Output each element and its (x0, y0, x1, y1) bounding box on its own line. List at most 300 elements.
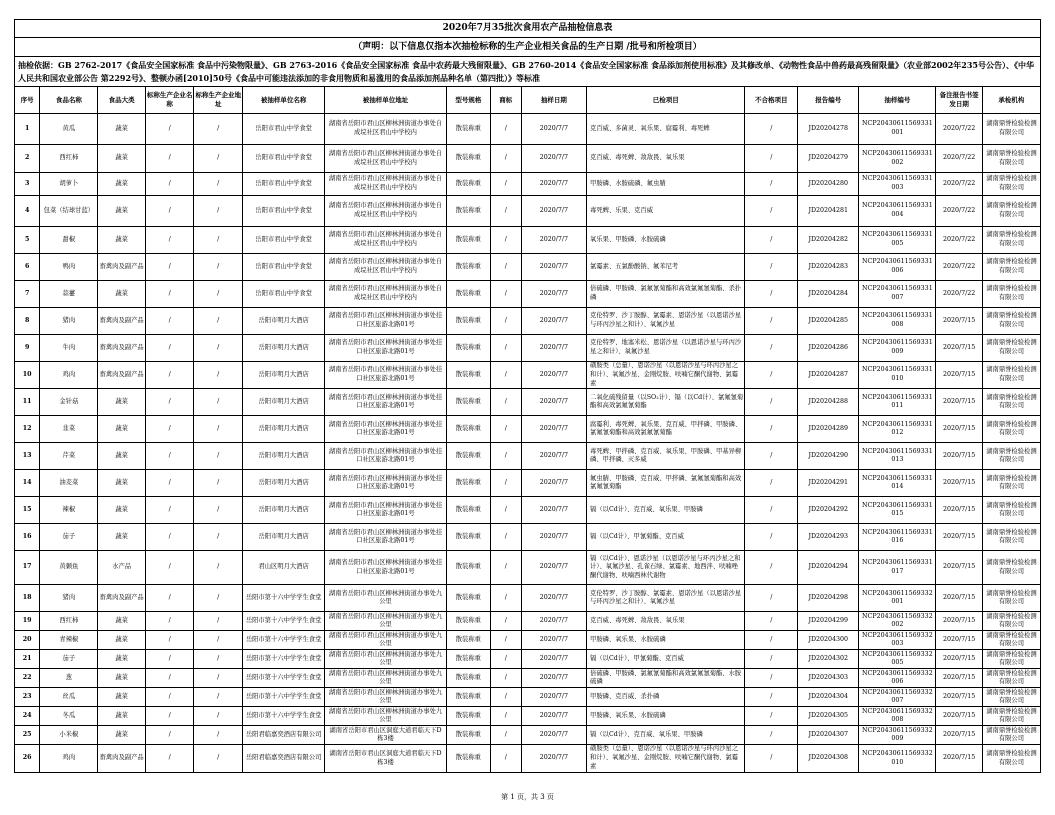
inspection-basis: 抽检依据：GB 2762-2017《食品安全国家标准 食品中污染物限量》、GB 2763-2016《食品安全国家标准 食品中农药最大残留限量》、GB 2760-2014《食品安全国家标准 食品添加剂使用标准》及其修改单、《动物性食品中兽药最高残留限量》（农业部2002年235号公告）、《中华人民共和国农业部公告 第2292号》、整顿办函[2010]50号《食品中可能违法添加的非食用物质和易滥用的食品添加剂品种名单（第四批）》等标准 (14, 56, 1041, 86)
sampling-date: 2020/7/7 (521, 524, 586, 551)
testing-agency: 湖南鼎誉检验检测有限公司 (982, 362, 1040, 389)
spec: 散装称重 (446, 650, 490, 669)
issue-date: 2020/7/15 (936, 443, 982, 470)
tested-items: 氧乐果、甲胺磷、水胺硫磷 (587, 227, 745, 254)
tested-items: 甲胺磷、克百威、杀扑磷 (587, 688, 745, 707)
spec: 散装称重 (446, 524, 490, 551)
table-row (15, 196, 1041, 227)
report-number: JD20204299 (798, 612, 859, 631)
manufacturer-address: / (194, 745, 243, 772)
food-name: 黄瓜 (40, 114, 98, 145)
trademark: / (491, 416, 522, 443)
table-row (15, 443, 1041, 470)
issue-date: 2020/7/15 (936, 335, 982, 362)
sampled-unit-address: 湖南省岳阳市君山区柳林洲街道办事处自成垸社区君山中学校内 (325, 254, 446, 281)
sampled-unit-name: 岳阳市君山中学食堂 (242, 254, 324, 281)
sampled-unit-address: 湖南省岳阳市君山区柳林洲街道办事处九公里 (325, 631, 446, 650)
manufacturer-address: / (194, 114, 243, 145)
food-name: 猪肉 (40, 308, 98, 335)
manufacturer-name: / (145, 669, 194, 688)
sampling-date: 2020/7/7 (521, 443, 586, 470)
food-name: 青辣椒 (40, 631, 98, 650)
sampling-date: 2020/7/7 (521, 585, 586, 612)
table-row (15, 745, 1041, 772)
inspection-table (14, 86, 1041, 773)
food-category: 蔬菜 (98, 726, 146, 745)
table-row (15, 669, 1041, 688)
sampled-unit-name: 岳阳市明月大酒店 (242, 335, 324, 362)
manufacturer-address: / (194, 650, 243, 669)
sampling-date: 2020/7/7 (521, 707, 586, 726)
report-number: JD20204281 (798, 196, 859, 227)
row-number: 1 (15, 114, 40, 145)
failed-items: / (745, 524, 798, 551)
food-name: 鸡肉 (40, 362, 98, 389)
column-header: 已检项目 (587, 87, 745, 114)
manufacturer-address: / (194, 707, 243, 726)
sample-number: NCP20430611569331017 (859, 551, 936, 585)
report-number: JD20204291 (798, 470, 859, 497)
tested-items: 克伦特罗、沙丁胺醇、氯霉素、恩诺沙星（以恩诺沙星与环丙沙星之和计）、氧氟沙星 (587, 585, 745, 612)
sampled-unit-address: 湖南省岳阳市君山区柳林洲街道办事处挂口社区旅游北路01号 (325, 524, 446, 551)
row-number: 11 (15, 389, 40, 416)
tested-items: 倍硫磷、甲胺磷、氯氟氰菊酯和高效氯氟氰菊酯、水胺硫磷 (587, 669, 745, 688)
failed-items: / (745, 551, 798, 585)
table-row (15, 145, 1041, 173)
testing-agency: 湖南鼎誉检验检测有限公司 (982, 173, 1040, 196)
table-row (15, 650, 1041, 669)
issue-date: 2020/7/15 (936, 688, 982, 707)
sample-number: NCP20430611569332007 (859, 688, 936, 707)
sampled-unit-address: 湖南省岳阳市君山区柳林洲街道办事处九公里 (325, 688, 446, 707)
food-name: 茄子 (40, 650, 98, 669)
spec: 散装称重 (446, 389, 490, 416)
trademark: / (491, 726, 522, 745)
spec: 散装称重 (446, 497, 490, 524)
table-row (15, 335, 1041, 362)
row-number: 12 (15, 416, 40, 443)
report-number: JD20204280 (798, 173, 859, 196)
issue-date: 2020/7/15 (936, 745, 982, 772)
report-number: JD20204279 (798, 145, 859, 173)
sampled-unit-name: 岳阳市第十六中学学生食堂 (242, 707, 324, 726)
spec: 散装称重 (446, 196, 490, 227)
column-header: 备注报告书签发日期 (936, 87, 982, 114)
sampling-date: 2020/7/7 (521, 416, 586, 443)
table-row (15, 688, 1041, 707)
manufacturer-name: / (145, 173, 194, 196)
report-number: JD20204286 (798, 335, 859, 362)
trademark: / (491, 227, 522, 254)
spec: 散装称重 (446, 726, 490, 745)
food-category: 蔬菜 (98, 688, 146, 707)
manufacturer-name: / (145, 389, 194, 416)
testing-agency: 湖南鼎誉检验检测有限公司 (982, 114, 1040, 145)
manufacturer-address: / (194, 585, 243, 612)
food-name: 甜椒 (40, 227, 98, 254)
manufacturer-address: / (194, 389, 243, 416)
trademark: / (491, 308, 522, 335)
testing-agency: 湖南鼎誉检验检测有限公司 (982, 389, 1040, 416)
tested-items: 克百威、毒死蜱、敌敌畏、氧乐果 (587, 612, 745, 631)
manufacturer-name: / (145, 650, 194, 669)
manufacturer-address: / (194, 669, 243, 688)
row-number: 7 (15, 281, 40, 308)
manufacturer-address: / (194, 362, 243, 389)
food-name: 金针菇 (40, 389, 98, 416)
failed-items: / (745, 612, 798, 631)
spec: 散装称重 (446, 707, 490, 726)
spec: 散装称重 (446, 281, 490, 308)
failed-items: / (745, 585, 798, 612)
row-number: 14 (15, 470, 40, 497)
sampling-date: 2020/7/7 (521, 726, 586, 745)
manufacturer-name: / (145, 281, 194, 308)
trademark: / (491, 145, 522, 173)
food-category: 蔬菜 (98, 114, 146, 145)
food-category: 蔬菜 (98, 612, 146, 631)
row-number: 26 (15, 745, 40, 772)
tested-items: 毒死蜱、乐果、克百威 (587, 196, 745, 227)
inspection-sheet (14, 19, 1041, 773)
tested-items: 镉（以Cd计）、克百威、氧乐果、甲胺磷 (587, 497, 745, 524)
spec: 散装称重 (446, 335, 490, 362)
testing-agency: 湖南鼎誉检验检测有限公司 (982, 227, 1040, 254)
food-name: 胡萝卜 (40, 173, 98, 196)
testing-agency: 湖南鼎誉检验检测有限公司 (982, 688, 1040, 707)
sampled-unit-address: 湖南省岳阳市君山区柳林洲街道办事处挂口社区旅游北路01号 (325, 362, 446, 389)
issue-date: 2020/7/22 (936, 254, 982, 281)
table-row (15, 308, 1041, 335)
issue-date: 2020/7/15 (936, 389, 982, 416)
trademark: / (491, 173, 522, 196)
food-category: 蔬菜 (98, 173, 146, 196)
food-category: 蔬菜 (98, 707, 146, 726)
trademark: / (491, 669, 522, 688)
failed-items: / (745, 650, 798, 669)
trademark: / (491, 650, 522, 669)
table-row (15, 173, 1041, 196)
food-name: 蒜薹 (40, 281, 98, 308)
table-row (15, 389, 1041, 416)
tested-items: 克百威、毒死蜱、敌敌畏、氧乐果 (587, 145, 745, 173)
sample-number: NCP20430611569331015 (859, 497, 936, 524)
sampled-unit-name: 岳阳市第十六中学学生食堂 (242, 612, 324, 631)
table-row (15, 631, 1041, 650)
food-name: 黄颡鱼 (40, 551, 98, 585)
manufacturer-name: / (145, 745, 194, 772)
failed-items: / (745, 416, 798, 443)
row-number: 2 (15, 145, 40, 173)
sampling-date: 2020/7/7 (521, 745, 586, 772)
sample-number: NCP20430611569331010 (859, 362, 936, 389)
report-number: JD20204284 (798, 281, 859, 308)
tested-items: 镉（以Cd计）、克百威、氧乐果、甲胺磷 (587, 726, 745, 745)
sampled-unit-name: 岳阳市第十六中学学生食堂 (242, 650, 324, 669)
report-number: JD20204298 (798, 585, 859, 612)
testing-agency: 湖南鼎誉检验检测有限公司 (982, 335, 1040, 362)
manufacturer-name: / (145, 631, 194, 650)
spec: 散装称重 (446, 114, 490, 145)
report-number: JD20204289 (798, 416, 859, 443)
table-row (15, 497, 1041, 524)
manufacturer-name: / (145, 497, 194, 524)
sampled-unit-address: 湖南省岳阳市君山区柳林洲街道办事处自成垸社区君山中学校内 (325, 145, 446, 173)
trademark: / (491, 254, 522, 281)
sampled-unit-address: 湖南省岳阳市君山区柳林洲街道办事处挂口社区旅游北路01号 (325, 497, 446, 524)
tested-items: 甲胺磷、氧乐果、水胺硫磷 (587, 631, 745, 650)
sample-number: NCP20430611569332010 (859, 745, 936, 772)
sampled-unit-name: 岳阳市君山中学食堂 (242, 227, 324, 254)
issue-date: 2020/7/22 (936, 196, 982, 227)
manufacturer-address: / (194, 145, 243, 173)
report-number: JD20204300 (798, 631, 859, 650)
row-number: 19 (15, 612, 40, 631)
issue-date: 2020/7/15 (936, 726, 982, 745)
failed-items: / (745, 335, 798, 362)
tested-items: 毒死蜱、甲拌磷、克百威、氧乐果、甲胺磷、甲基异柳磷、甲拌磷、灭多威 (587, 443, 745, 470)
sample-number: NCP20430611569331008 (859, 308, 936, 335)
column-header: 不合格项目 (745, 87, 798, 114)
report-number: JD20204287 (798, 362, 859, 389)
sampling-date: 2020/7/7 (521, 650, 586, 669)
sampling-date: 2020/7/7 (521, 196, 586, 227)
food-name: 包菜（结球甘蓝） (40, 196, 98, 227)
sampled-unit-address: 湖南省岳阳市君山区柳林洲街道办事处九公里 (325, 585, 446, 612)
report-number: JD20204307 (798, 726, 859, 745)
testing-agency: 湖南鼎誉检验检测有限公司 (982, 650, 1040, 669)
food-name: 冬瓜 (40, 707, 98, 726)
manufacturer-address: / (194, 726, 243, 745)
manufacturer-address: / (194, 470, 243, 497)
trademark: / (491, 688, 522, 707)
failed-items: / (745, 688, 798, 707)
sampled-unit-name: 岳阳市第十六中学学生食堂 (242, 631, 324, 650)
issue-date: 2020/7/22 (936, 145, 982, 173)
manufacturer-name: / (145, 524, 194, 551)
issue-date: 2020/7/15 (936, 612, 982, 631)
testing-agency: 湖南鼎誉检验检测有限公司 (982, 612, 1040, 631)
sheet-title: 2020年7月35批次食用农产品抽检信息表 (14, 19, 1041, 37)
manufacturer-name: / (145, 443, 194, 470)
testing-agency: 湖南鼎誉检验检测有限公司 (982, 497, 1040, 524)
statement: （声明：以下信息仅指本次抽检标称的生产企业相关食品的生产日期 /批号和所检项目） (14, 37, 1041, 56)
report-number: JD20204290 (798, 443, 859, 470)
sampled-unit-name: 岳阳市明月大酒店 (242, 470, 324, 497)
column-header: 被抽样单位名称 (242, 87, 324, 114)
testing-agency: 湖南鼎誉检验检测有限公司 (982, 254, 1040, 281)
manufacturer-name: / (145, 688, 194, 707)
sampled-unit-name: 岳阳市第十六中学学生食堂 (242, 669, 324, 688)
food-name: 牛肉 (40, 335, 98, 362)
table-row (15, 585, 1041, 612)
issue-date: 2020/7/22 (936, 281, 982, 308)
food-category: 蔬菜 (98, 196, 146, 227)
trademark: / (491, 114, 522, 145)
sample-number: NCP20430611569332002 (859, 612, 936, 631)
food-category: 畜禽肉及副产品 (98, 308, 146, 335)
failed-items: / (745, 196, 798, 227)
sampled-unit-name: 岳阳市君山中学食堂 (242, 173, 324, 196)
sampled-unit-address: 湖南省岳阳市君山区柳林洲街道办事处自成垸社区君山中学校内 (325, 227, 446, 254)
testing-agency: 湖南鼎誉检验检测有限公司 (982, 631, 1040, 650)
sampled-unit-address: 湖南省岳阳市君山区洞庭大道君临天下D栋3楼 (325, 745, 446, 772)
sampling-date: 2020/7/7 (521, 335, 586, 362)
sampling-date: 2020/7/7 (521, 497, 586, 524)
sample-number: NCP20430611569331013 (859, 443, 936, 470)
report-number: JD20204283 (798, 254, 859, 281)
manufacturer-address: / (194, 612, 243, 631)
failed-items: / (745, 362, 798, 389)
testing-agency: 湖南鼎誉检验检测有限公司 (982, 416, 1040, 443)
food-name: 韭菜 (40, 416, 98, 443)
sampled-unit-address: 湖南省岳阳市君山区柳林洲街道办事处自成垸社区君山中学校内 (325, 173, 446, 196)
testing-agency: 湖南鼎誉检验检测有限公司 (982, 196, 1040, 227)
tested-items: 克伦特罗、地塞米松、恩诺沙星（以恩诺沙星与环丙沙星之和计）、氧氟沙星 (587, 335, 745, 362)
food-name: 西红柿 (40, 612, 98, 631)
sample-number: NCP20430611569331001 (859, 114, 936, 145)
sample-number: NCP20430611569331011 (859, 389, 936, 416)
sampled-unit-address: 湖南省岳阳市君山区柳林洲街道办事处九公里 (325, 650, 446, 669)
tested-items: 克百威、多菌灵、氧乐果、腐霉利、毒死蜱 (587, 114, 745, 145)
sampling-date: 2020/7/7 (521, 612, 586, 631)
spec: 散装称重 (446, 612, 490, 631)
manufacturer-name: / (145, 416, 194, 443)
food-category: 畜禽肉及副产品 (98, 254, 146, 281)
table-row (15, 362, 1041, 389)
sampled-unit-address: 湖南省岳阳市君山区柳林洲街道办事处九公里 (325, 612, 446, 631)
column-header: 序号 (15, 87, 40, 114)
manufacturer-address: / (194, 281, 243, 308)
table-row (15, 524, 1041, 551)
manufacturer-name: / (145, 196, 194, 227)
sampled-unit-address: 湖南省岳阳市君山区柳林洲街道办事处自成垸社区君山中学校内 (325, 281, 446, 308)
sampling-date: 2020/7/7 (521, 688, 586, 707)
report-number: JD20204282 (798, 227, 859, 254)
manufacturer-name: / (145, 362, 194, 389)
failed-items: / (745, 389, 798, 416)
sampled-unit-name: 岳阳君临嘉奕酒店有限公司 (242, 726, 324, 745)
sampled-unit-name: 君山区明月大酒店 (242, 551, 324, 585)
food-category: 蔬菜 (98, 631, 146, 650)
sampled-unit-name: 岳阳市明月大酒店 (242, 389, 324, 416)
report-number: JD20204294 (798, 551, 859, 585)
testing-agency: 湖南鼎誉检验检测有限公司 (982, 669, 1040, 688)
sample-number: NCP20430611569331004 (859, 196, 936, 227)
food-category: 蔬菜 (98, 497, 146, 524)
row-number: 23 (15, 688, 40, 707)
spec: 散装称重 (446, 443, 490, 470)
sampled-unit-address: 湖南省岳阳市君山区柳林洲街道办事处挂口社区旅游北路01号 (325, 416, 446, 443)
sampled-unit-address: 湖南省岳阳市君山区柳林洲街道办事处挂口社区旅游北路01号 (325, 335, 446, 362)
row-number: 13 (15, 443, 40, 470)
testing-agency: 湖南鼎誉检验检测有限公司 (982, 745, 1040, 772)
testing-agency: 湖南鼎誉检验检测有限公司 (982, 308, 1040, 335)
testing-agency: 湖南鼎誉检验检测有限公司 (982, 470, 1040, 497)
row-number: 5 (15, 227, 40, 254)
trademark: / (491, 389, 522, 416)
manufacturer-address: / (194, 524, 243, 551)
column-header: 报告编号 (798, 87, 859, 114)
column-header: 标称生产企业地址 (194, 87, 243, 114)
sampling-date: 2020/7/7 (521, 551, 586, 585)
manufacturer-name: / (145, 145, 194, 173)
sample-number: NCP20430611569331003 (859, 173, 936, 196)
food-category: 蔬菜 (98, 416, 146, 443)
row-number: 20 (15, 631, 40, 650)
spec: 散装称重 (446, 688, 490, 707)
trademark: / (491, 281, 522, 308)
food-name: 鸡肉 (40, 745, 98, 772)
food-name: 芹菜 (40, 443, 98, 470)
column-header: 食品大类 (98, 87, 146, 114)
food-category: 蔬菜 (98, 443, 146, 470)
column-header: 商标 (491, 87, 522, 114)
manufacturer-name: / (145, 726, 194, 745)
sample-number: NCP20430611569331007 (859, 281, 936, 308)
manufacturer-address: / (194, 688, 243, 707)
sampling-date: 2020/7/7 (521, 389, 586, 416)
tested-items: 磺胺类（总量）、恩诺沙星（以恩诺沙星与环丙沙星之和计）、氧氟沙星、金刚烷胺、呋喃它酮代谢物、氯霉素 (587, 745, 745, 772)
sample-number: NCP20430611569331012 (859, 416, 936, 443)
failed-items: / (745, 726, 798, 745)
row-number: 8 (15, 308, 40, 335)
sample-number: NCP20430611569331006 (859, 254, 936, 281)
spec: 散装称重 (446, 416, 490, 443)
issue-date: 2020/7/22 (936, 114, 982, 145)
food-category: 水产品 (98, 551, 146, 585)
sample-number: NCP20430611569331014 (859, 470, 936, 497)
sample-number: NCP20430611569332008 (859, 707, 936, 726)
sampling-date: 2020/7/7 (521, 362, 586, 389)
report-number: JD20204305 (798, 707, 859, 726)
manufacturer-address: / (194, 335, 243, 362)
spec: 散装称重 (446, 308, 490, 335)
issue-date: 2020/7/15 (936, 585, 982, 612)
testing-agency: 湖南鼎誉检验检测有限公司 (982, 145, 1040, 173)
issue-date: 2020/7/22 (936, 173, 982, 196)
table-row (15, 281, 1041, 308)
report-number: JD20204302 (798, 650, 859, 669)
manufacturer-address: / (194, 196, 243, 227)
sampling-date: 2020/7/7 (521, 669, 586, 688)
food-category: 蔬菜 (98, 470, 146, 497)
manufacturer-address: / (194, 416, 243, 443)
table-row (15, 707, 1041, 726)
sampling-date: 2020/7/7 (521, 281, 586, 308)
report-number: JD20204285 (798, 308, 859, 335)
table-row (15, 551, 1041, 585)
sampled-unit-name: 岳阳市第十六中学学生食堂 (242, 688, 324, 707)
failed-items: / (745, 631, 798, 650)
sampled-unit-address: 湖南省岳阳市君山区柳林洲街道办事处自成垸社区君山中学校内 (325, 114, 446, 145)
food-name: 葱 (40, 669, 98, 688)
sampled-unit-name: 岳阳市明月大酒店 (242, 308, 324, 335)
manufacturer-address: / (194, 443, 243, 470)
issue-date: 2020/7/22 (936, 227, 982, 254)
manufacturer-name: / (145, 707, 194, 726)
sampled-unit-name: 岳阳市明月大酒店 (242, 497, 324, 524)
testing-agency: 湖南鼎誉检验检测有限公司 (982, 524, 1040, 551)
row-number: 3 (15, 173, 40, 196)
issue-date: 2020/7/15 (936, 416, 982, 443)
table-body (15, 114, 1041, 773)
trademark: / (491, 612, 522, 631)
row-number: 16 (15, 524, 40, 551)
manufacturer-name: / (145, 114, 194, 145)
report-number: JD20204304 (798, 688, 859, 707)
column-header: 抽样日期 (521, 87, 586, 114)
